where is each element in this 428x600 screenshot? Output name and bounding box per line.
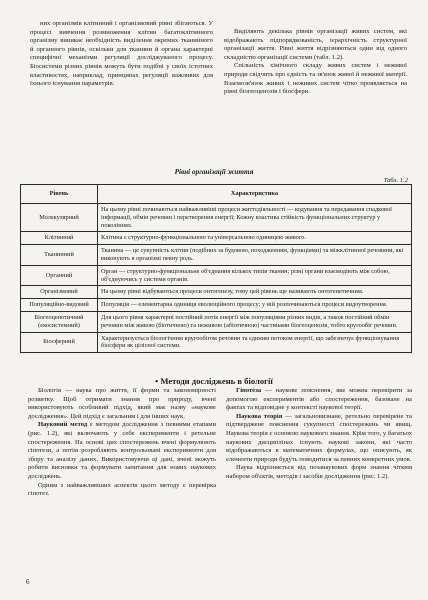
page-number: 6 — [26, 578, 30, 586]
paragraph-text: Одним з найважливіших аспектів цього методу є перевірка гіпотез. — [28, 481, 216, 498]
methods-column-right — [226, 387, 412, 482]
level-description-cell: Для цього рівня характерні постійний потік енергії між популяціями різних видів, а також постійний обмін речовин між живою (біотичною) та неживою (абіотичною) частинами біогеоценозів, тобто кругообіг речовин. — [98, 311, 412, 332]
paragraph: Виділяють декілька рівнів організації живих систем, які відображають підпорядкованість, ієрархічність структурної організації життя. Рівні життя відрізняються один від одного складністю організації системи (табл. 1.2). — [224, 28, 407, 61]
intro-column-right — [224, 28, 407, 97]
level-description-cell: Тканина — це сукупність клітин (подібних за будовою, походженням, функціями) та міжклітинної речовини, які виконують в організмі певну роль. — [98, 245, 412, 266]
paragraph — [28, 482, 216, 499]
table-title: Рівні організації життя — [174, 168, 254, 176]
level-name-cell: Організмовий — [21, 286, 98, 299]
section-marker: • — [155, 376, 161, 386]
level-description-cell: Орган — структурно-функціональне об'єднання кількох типів тканин; різні органи взаємодіють між собою, об'єднуючись у системи органів. — [98, 265, 412, 286]
level-name-cell: Молекулярний — [21, 204, 98, 232]
paragraph-text: Біологія — наука про життя, її форми та закономірності розвитку. Щоб отримати знання про природу, вчені використовують особливий підхід, який має назву «наукове дослідження». Цей підхід є загальним і для інших наук. — [28, 387, 216, 420]
level-description-cell: Клітина є структурно-функціональною та універсальною одиницею живого. — [98, 232, 412, 245]
table-row — [21, 311, 412, 332]
table-number-label: Табл. 1.2 — [383, 177, 408, 184]
paragraph — [226, 413, 412, 465]
levels-of-life-table — [20, 184, 412, 353]
level-description-cell: Характеризується біологічним кругообігом речовин та єдиним потоком енергії, що забезпечує функціонування біосфери як цілісної системи. — [98, 332, 412, 353]
section-heading-text: Методи досліджень в біології — [160, 376, 273, 386]
table-row — [21, 265, 412, 286]
table-row — [21, 232, 412, 245]
methods-column-left — [28, 387, 216, 499]
table-row — [21, 245, 412, 266]
term: Гіпотеза — [236, 387, 262, 394]
level-name-cell: Клітинний — [21, 232, 98, 245]
table-row — [21, 286, 412, 299]
level-description-cell: На цьому рівні відбуваються процеси онтогенезу, тому цей рівень ще називають онтогенетичним. — [98, 286, 412, 299]
level-name-cell: Біогеоценотичний (екосистемний) — [21, 311, 98, 332]
table-row — [21, 332, 412, 353]
paragraph-text: є методом дослідження з певними етапами (рис. 1.2), які включають у себе експерименти і ретельне спостереження. На основі цих спостережень вчені формулюють гіпотези, а потім розробляють контрольовані експерименти для збору та аналізу даних. Використовуючи ці дані, вчені можуть робити висновки та формувати запитання для нових наукових досліджень. — [28, 421, 216, 480]
paragraph-text: — наукове пояснення, яке можна перевірити за допомогою експериментів або спостереження, базоване на фактах та відповідне у контексті наукової теорії. — [226, 387, 412, 412]
paragraph — [28, 387, 216, 421]
paragraph — [28, 421, 216, 481]
paragraph — [226, 464, 412, 481]
section-heading — [0, 376, 428, 386]
header-description: Характеристика — [98, 185, 412, 204]
level-description-cell: На цьому рівні починаються найважливіші процеси життєдіяльності — кодування та передавання спадкової інформації, обмін речовин і перетворення енергії; Кожну властива стійкість функціональних структур у поколіннях. — [98, 204, 412, 232]
term: Науковий метод — [38, 421, 88, 429]
level-name-cell: Біосферний — [21, 332, 98, 353]
level-name-cell: Органний — [21, 265, 98, 286]
paragraph: них організмів клітинний і організмовий рівні збігаються. У процесі вивчення розмноження клітин багатоклітинного організму виникає необхідність виділення окремих тканинного й органного рівнів, оскільки для тканини й органа характерні специфічні механізми регуляції досліджуваного процесу. Біосистеми різних рівнів можуть бути подібні у своїх істотних властивостях, наприклад, принципах регуляції важливих для їхнього існування параметрів. — [30, 20, 213, 88]
table-row — [21, 299, 412, 312]
paragraph — [226, 387, 412, 413]
level-name-cell: Тканинний — [21, 245, 98, 266]
paragraph-text: — загальновизнане, ретельно перевірене та підтверджене пояснення сукупності спостережень чи явищ. Наукова теорія є основою наукового знання. Крім того, у багатьох наукових дисциплінах існують наукові закони, які часто відображаються в математичних формулах, що описують, як елементи природи будуть поводитися за певних конкретних умов. — [226, 412, 412, 463]
intro-column-left — [30, 20, 213, 89]
table-row — [21, 204, 412, 232]
level-name-cell: Популяційно-видовий — [21, 299, 98, 312]
paragraph: Спільність хімічного складу живих систем і неживої природи свідчить про єдність та зв'язок живої й неживої матерії. Взаємозв'язок живих і неживих систем чітко проявляється на рівні біогеоценозів і біосфери. — [224, 62, 407, 96]
header-level: Рівень — [21, 185, 98, 204]
level-description-cell: Популяція — елементарна одиниця еволюційного процесу; у ній розпочинаються процеси видоутворення. — [98, 299, 412, 312]
table-header-row — [21, 185, 412, 204]
term: Наукова теорія — [236, 412, 283, 420]
paragraph-text: Наука відрізняється від позанаукових форм знання чітким набором об'єктів, методів і засобів дослідження (рис. 1.2). — [226, 464, 412, 480]
